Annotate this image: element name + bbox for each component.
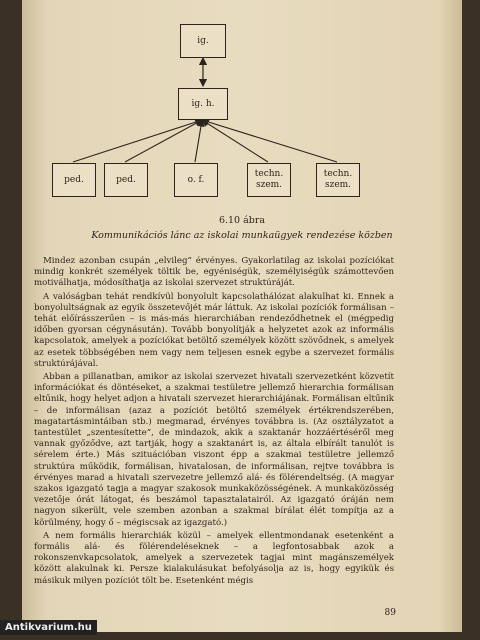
figure-number: 6.10 ábra bbox=[218, 215, 266, 226]
bottom-box-label: ped. bbox=[64, 174, 84, 185]
top-box bbox=[180, 24, 226, 58]
bottom-box-label: techn. bbox=[254, 169, 284, 179]
bottom-box bbox=[247, 163, 291, 197]
paragraph: A valóságban tehát rendkívül bonyolult kapcsolathálózat alakulhat ki. Ennek a bonyolultságnak az egyik összetevőjét már láttuk. Az iskolai pozíciók formálisan – tehát előírásszerűen – is más-más hierarchiában rendeződhetnek el (mégpedig időben gyorsan cégynásután). Tovább bonyolítják a helyzetet azok az informális kapcsolatok, amelyek a pozíciókat betöltő személyek között szövődnek, s amelyek az esetek többségében nem vagy nem teljesen esnek egybe a szervezet formális struktúrájával. bbox=[34, 291, 394, 369]
top-box-label: ig. bbox=[197, 35, 209, 46]
book-page bbox=[22, 0, 462, 632]
link-middle-b4 bbox=[202, 120, 268, 162]
body-text bbox=[34, 256, 394, 589]
bottom-box-label: szem. bbox=[324, 180, 352, 190]
bottom-box-label: szem. bbox=[255, 180, 283, 190]
link-middle-b3 bbox=[195, 120, 202, 162]
paragraph: Mindez azonban csupán „elvileg” érvényes. Gyakorlatilag az iskolai pozíciókat mindig konkrét személyek töltik be, egyéniségük, személyiségük számottevően motiválhatja, módosíthatja az iskolai szervezet struktúráját. bbox=[34, 256, 394, 289]
bottom-box-label: techn. bbox=[323, 169, 353, 179]
paragraph: Abban a pillanatban, amikor az iskolai szervezet hivatali szervezetként közvetít információkat és döntéseket, a szakmai testületre jellemző hierarchia formálisan eltűnik, hogy helyet adjon a hivatali szervezet hierarchiájának. Formálisan eltűnik – de informálisan (azaz a pozíciót betöltő személyek értékrendszerében, magatartásmintáiban stb.) megmarad, érvényes továbbra is. (Az osztályzatot a tantestület „szentesítette”, de mindazok, akik a szaktanár hozzáértéséről meg vannak győződve, azt tartják, hogy a szaktanárt is, az általa elbírált tanulót is sérelem érte.) Más szituációban viszont épp a szakmai testületre jellemző struktúra működik, formálisan, hivatalosan, de informálisan, rejtve továbbra is érvényes marad a hivatali szervezetre jellemző alá- és fölérendeltség. (A magyar szakos igazgató tagja a magyar szakosok munkaközösségének. A munkaközösség vezetője órát látogat, és beszámol tapasztalatairól. Az igazgató óráján nem nagyon sikerült, vele szemben azonban a szakmai bírálat élét tompítja az a körülmény, hogy ő – mégiscsak az igazgató.) bbox=[34, 372, 394, 528]
bottom-box bbox=[52, 163, 96, 197]
paragraph: A nem formális hierarchiák közül – amelyek ellentmondanak esetenként a formális alá- és fölérendeléseknek – a legfontosabbak azok a rokonszenvkapcsolatok, amelyek a szervezetek tagjai mint magánszemélyek között alakulnak ki. Persze kialakulásukat befolyásolja az is, hogy egyikük és másikuk milyen pozíciót tölt be. Esetenként mégis bbox=[34, 530, 394, 586]
middle-box-label: ig. h. bbox=[191, 98, 215, 109]
bottom-box-label: o. f. bbox=[187, 174, 205, 185]
bottom-box bbox=[104, 163, 148, 197]
bottom-box bbox=[316, 163, 360, 197]
figure-title: Kommunikációs lánc az iskolai munkaügyek rendezése közben bbox=[91, 230, 393, 241]
link-middle-b5 bbox=[202, 120, 337, 162]
page-number: 89 bbox=[384, 608, 396, 618]
bottom-box bbox=[174, 163, 218, 197]
bottom-box-label: ped. bbox=[116, 174, 136, 185]
communication-chain-diagram bbox=[22, 0, 462, 215]
watermark-logo: Antikvarium.hu bbox=[0, 620, 97, 635]
middle-box bbox=[178, 88, 228, 120]
